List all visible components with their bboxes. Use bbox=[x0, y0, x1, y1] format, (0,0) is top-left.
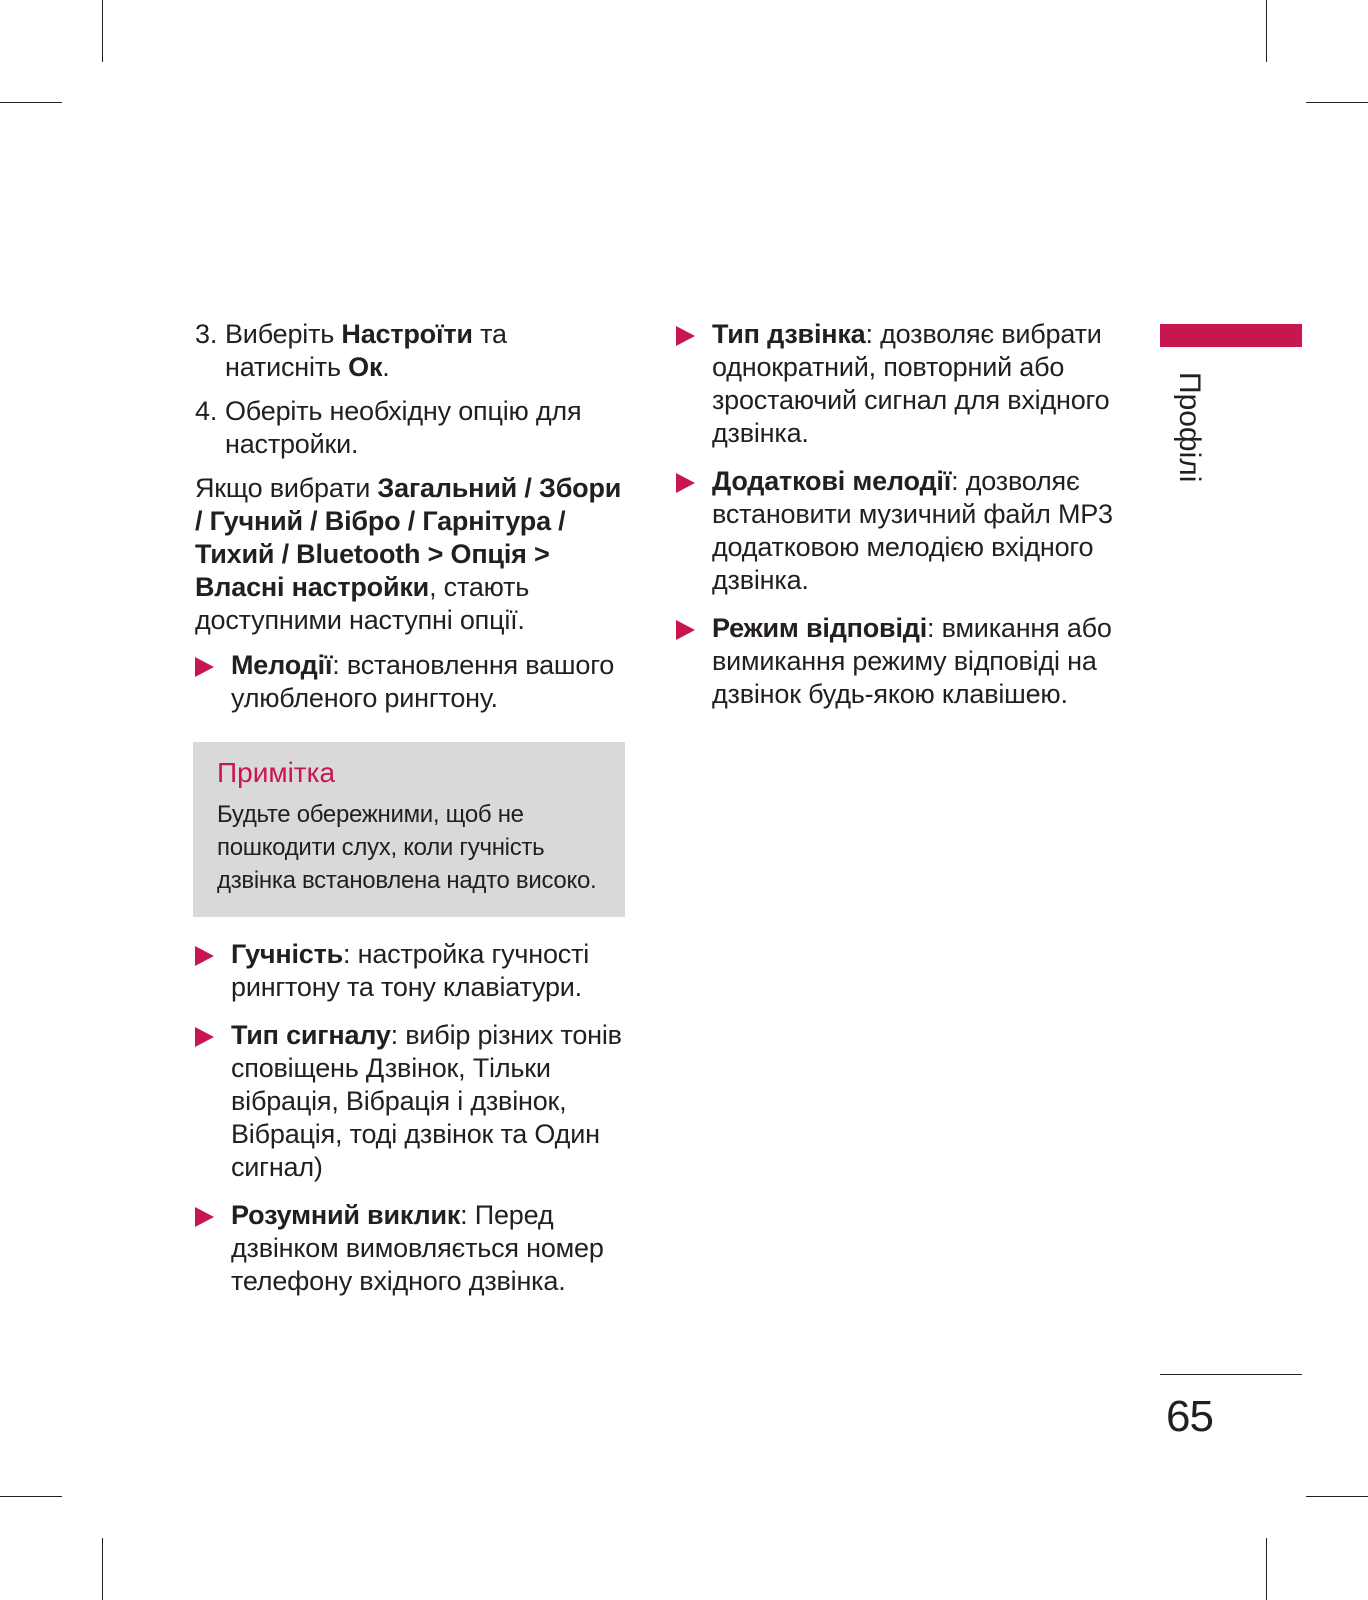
bullet-term: Режим відповіді bbox=[712, 613, 927, 643]
triangle-bullet-icon bbox=[676, 326, 695, 346]
triangle-bullet-icon bbox=[676, 620, 695, 640]
triangle-bullet-icon bbox=[195, 946, 214, 966]
crop-mark bbox=[0, 1496, 62, 1497]
bullet-item-alert-type bbox=[195, 1019, 627, 1184]
menu-term: Ок bbox=[348, 352, 383, 382]
note-box bbox=[193, 742, 625, 917]
bullet-term: Тип дзвінка bbox=[712, 319, 866, 349]
section-tab-label: Профілі bbox=[1173, 372, 1206, 483]
crop-mark bbox=[0, 102, 62, 103]
bullet-desc: : вмикання або вимикання режиму відповіді на дзвінок будь-якою клавішею. bbox=[712, 613, 1112, 709]
bullet-item-extra-melodies bbox=[676, 465, 1116, 597]
triangle-bullet-icon bbox=[195, 1207, 214, 1227]
triangle-bullet-icon bbox=[195, 1027, 214, 1047]
bullet-term: Додаткові мелодії bbox=[712, 466, 952, 496]
triangle-bullet-icon bbox=[195, 657, 214, 677]
right-column bbox=[676, 318, 1116, 726]
note-text: Будьте обережними, щоб не пошкодити слух, коли гучність дзвінка встановлена надто високо. bbox=[217, 801, 597, 894]
intro-text: Якщо вибрати bbox=[195, 473, 378, 503]
crop-mark bbox=[1266, 0, 1267, 62]
left-column bbox=[195, 318, 627, 1313]
bullet-item-answer-mode bbox=[676, 612, 1116, 711]
crop-mark bbox=[102, 0, 103, 62]
menu-term: Настроїти bbox=[341, 319, 473, 349]
crop-mark bbox=[102, 1538, 103, 1600]
step-number: 4. bbox=[195, 396, 218, 426]
bullet-item-melodies bbox=[195, 649, 627, 715]
bullet-term: Мелодії bbox=[231, 650, 333, 680]
bullet-item-smart-call bbox=[195, 1199, 627, 1298]
bullet-item-ring-type bbox=[676, 318, 1116, 450]
bullet-desc: : дозволяє вибрати однократний, повторний або зростаючий сигнал для вхідного дзвінка. bbox=[712, 319, 1110, 448]
bullet-desc: : настройка гучності рингтону та тону клавіатури. bbox=[231, 939, 590, 1002]
page-number-rule bbox=[1160, 1374, 1302, 1375]
bullet-item-volume bbox=[195, 938, 627, 1004]
step-number: 3. bbox=[195, 319, 218, 349]
step-text: Оберіть необхідну опцію для настройки. bbox=[225, 396, 582, 459]
section-tab-bar bbox=[1160, 324, 1302, 347]
note-title: Примітка bbox=[217, 757, 336, 788]
bullet-desc: : Перед дзвінком вимовляється номер телефону вхідного дзвінка. bbox=[231, 1200, 604, 1296]
intro-paragraph bbox=[195, 472, 627, 637]
step-4 bbox=[195, 395, 627, 461]
step-text: Виберіть bbox=[225, 319, 342, 349]
bullet-desc: : встановлення вашого улюбленого рингтону. bbox=[231, 650, 615, 713]
triangle-bullet-icon bbox=[676, 473, 695, 493]
step-text: та натисніть bbox=[225, 319, 507, 382]
menu-path: Загальний / Збори / Гучний / Вібро / Гарнітура / Тихий / Bluetooth > Опція > Власні настройки bbox=[195, 473, 622, 602]
crop-mark bbox=[1266, 1538, 1267, 1600]
crop-mark bbox=[1306, 102, 1368, 103]
bullet-desc: : дозволяє встановити музичний файл MP3 додатковою мелодією вхідного дзвінка. bbox=[712, 466, 1113, 595]
bullet-term: Гучність bbox=[231, 939, 344, 969]
bullet-term: Тип сигналу bbox=[231, 1020, 391, 1050]
intro-text: , стають доступними наступні опції. bbox=[195, 572, 530, 635]
page-number: 65 bbox=[1166, 1392, 1213, 1441]
bullet-desc: : вибір різних тонів сповіщень Дзвінок, Тільки вібрація, Вібрація і дзвінок, Вібрація, тоді дзвінок та Один сигнал) bbox=[231, 1020, 622, 1182]
crop-mark bbox=[1306, 1496, 1368, 1497]
step-3 bbox=[195, 318, 627, 384]
step-text: . bbox=[382, 352, 390, 382]
bullet-term: Розумний виклик bbox=[231, 1200, 461, 1230]
